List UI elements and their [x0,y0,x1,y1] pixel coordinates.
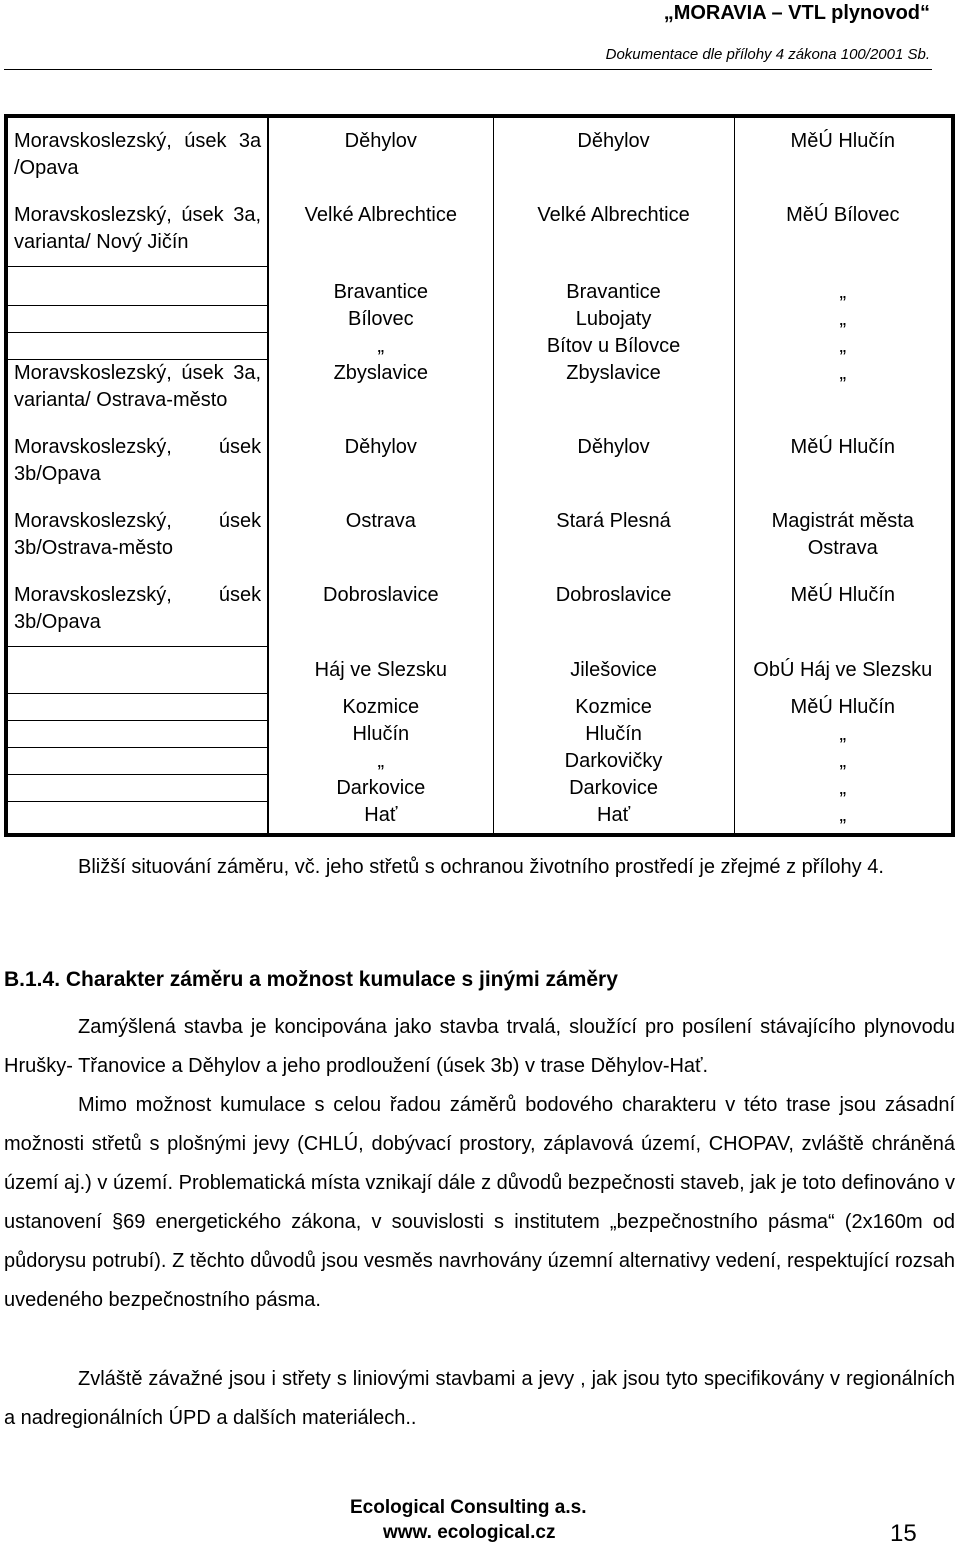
table-cell-col3: Kozmice [493,694,734,721]
table-cell-col1 [6,802,268,835]
table-cell-col1: Moravskoslezský, úsek 3b/Opava [6,572,268,647]
table-cell-col4: MěÚ Bílovec [734,192,953,267]
table-cell-col3: Bravantice [493,267,734,306]
page-number: 15 [890,1520,917,1547]
table-cell-col3: Bítov u Bílovce [493,333,734,360]
table-cell-col1 [6,721,268,748]
table-cell-col2: Kozmice [268,694,493,721]
table-row [6,775,953,802]
table-row [6,116,953,192]
table-cell-col3: Jilešovice [493,647,734,694]
table-row [6,647,953,694]
table-cell-col1: Moravskoslezský, úsek 3b/Ostrava-město [6,498,268,572]
paragraph-3: Zvláště závažné jsou i střety s liniovými stavbami a jevy , jak jsou tyto specifikovány v regionálních a nadregionálních ÚPD a dalších materiálech.. [4,1368,955,1429]
table-row [6,572,953,647]
document-title: „MORAVIA – VTL plynovod“ [663,2,930,24]
reference-paragraph [4,848,955,887]
table-cell-col2: Děhylov [268,116,493,192]
table-cell-col1 [6,333,268,360]
table-cell-col1 [6,306,268,333]
table-cell-col4: „ [734,775,953,802]
table-cell-col4: MěÚ Hlučín [734,424,953,498]
table-cell-col4: „ [734,333,953,360]
table-cell-col3: Hlučín [493,721,734,748]
table-row [6,802,953,835]
table-cell-col1: Moravskoslezský, úsek 3a /Opava [6,116,268,192]
administrative-table [4,114,955,837]
table-row [6,306,953,333]
table-body [6,116,953,835]
table-row [6,721,953,748]
reference-text: Bližší situování záměru, vč. jeho střetů s ochranou životního prostředí je zřejmé z přílohy 4. [78,856,884,878]
table-cell-col1: Moravskoslezský, úsek 3a, varianta/ Nový Jičín [6,192,268,267]
table-cell-col3: Darkovičky [493,748,734,775]
table-cell-col4: „ [734,748,953,775]
table-cell-col3: Dobroslavice [493,572,734,647]
table-cell-col2: „ [268,748,493,775]
table-cell-col2: Hlučín [268,721,493,748]
table-cell-col4: „ [734,306,953,333]
table-cell-col2: Hať [268,802,493,835]
table-cell-col1 [6,647,268,694]
table-cell-col3: Velké Albrechtice [493,192,734,267]
table-cell-col2: Dobroslavice [268,572,493,647]
table-cell-col1: Moravskoslezský, úsek 3b/Opava [6,424,268,498]
table-row [6,748,953,775]
table-cell-col3: Děhylov [493,424,734,498]
table-row [6,424,953,498]
table-cell-col4: „ [734,360,953,425]
table-cell-col4: „ [734,802,953,835]
paragraph-2: Mimo možnost kumulace s celou řadou záměrů bodového charakteru v této trase jsou zásadní možnosti střetů s plošnými jevy (CHLÚ, dobývací prostory, záplavová území, CHOPAV, zvláště chráněná území aj.) v území. Problematická místa vznikají dále z důvodů bezpečnosti staveb, jak je toto definováno v ustanovení §69 energetického zákona, v souvislosti s institutem „bezpečnostního pásma“ (2x160m od půdorysu potrubí). Z těchto důvodů jsou vesměs navrhovány územní alternativy vedení, respektující rozsah uvedeného bezpečnostního pásma. [4,1094,955,1311]
document-subtitle: Dokumentace dle přílohy 4 zákona 100/2001 Sb. [605,46,930,63]
footer-company: Ecological Consulting a.s. [350,1497,587,1518]
table-cell-col2: Velké Albrechtice [268,192,493,267]
table-cell-col2: Darkovice [268,775,493,802]
table-cell-col2: „ [268,333,493,360]
table-cell-col3: Lubojaty [493,306,734,333]
table-cell-col4: ObÚ Háj ve Slezsku [734,647,953,694]
table-cell-col4: „ [734,267,953,306]
table-cell-col3: Zbyslavice [493,360,734,425]
table-row [6,267,953,306]
paragraph-1: Zamýšlená stavba je koncipována jako stavba trvalá, sloužící pro posílení stávajícího plynovodu Hrušky- Třanovice a Děhylov a jeho prodloužení (úsek 3b) v trase Děhylov-Hať. [4,1016,955,1077]
section-heading: B.1.4. Charakter záměru a možnost kumulace s jinými záměry [4,968,618,991]
table-cell-col2: Zbyslavice [268,360,493,425]
table-row [6,360,953,425]
table-cell-col2: Háj ve Slezsku [268,647,493,694]
table-row [6,498,953,572]
table-cell-col4: „ [734,721,953,748]
table-cell-col1: Moravskoslezský, úsek 3a, varianta/ Ostrava-město [6,360,268,425]
header-rule [4,69,932,70]
table-cell-col1 [6,694,268,721]
table-cell-col4: MěÚ Hlučín [734,572,953,647]
table-cell-col3: Darkovice [493,775,734,802]
table-cell-col3: Děhylov [493,116,734,192]
table-cell-col2: Ostrava [268,498,493,572]
footer-website: www. ecological.cz [383,1522,556,1543]
table-cell-col2: Děhylov [268,424,493,498]
table-row [6,192,953,267]
table-row [6,333,953,360]
table-row [6,694,953,721]
table-cell-col1 [6,775,268,802]
table-cell-col2: Bravantice [268,267,493,306]
table-cell-col3: Stará Plesná [493,498,734,572]
table-cell-col4: MěÚ Hlučín [734,116,953,192]
table-cell-col1 [6,748,268,775]
table-cell-col1 [6,267,268,306]
table-cell-col4: MěÚ Hlučín [734,694,953,721]
table-cell-col4: Magistrát města Ostrava [734,498,953,572]
table-cell-col2: Bílovec [268,306,493,333]
table-cell-col3: Hať [493,802,734,835]
